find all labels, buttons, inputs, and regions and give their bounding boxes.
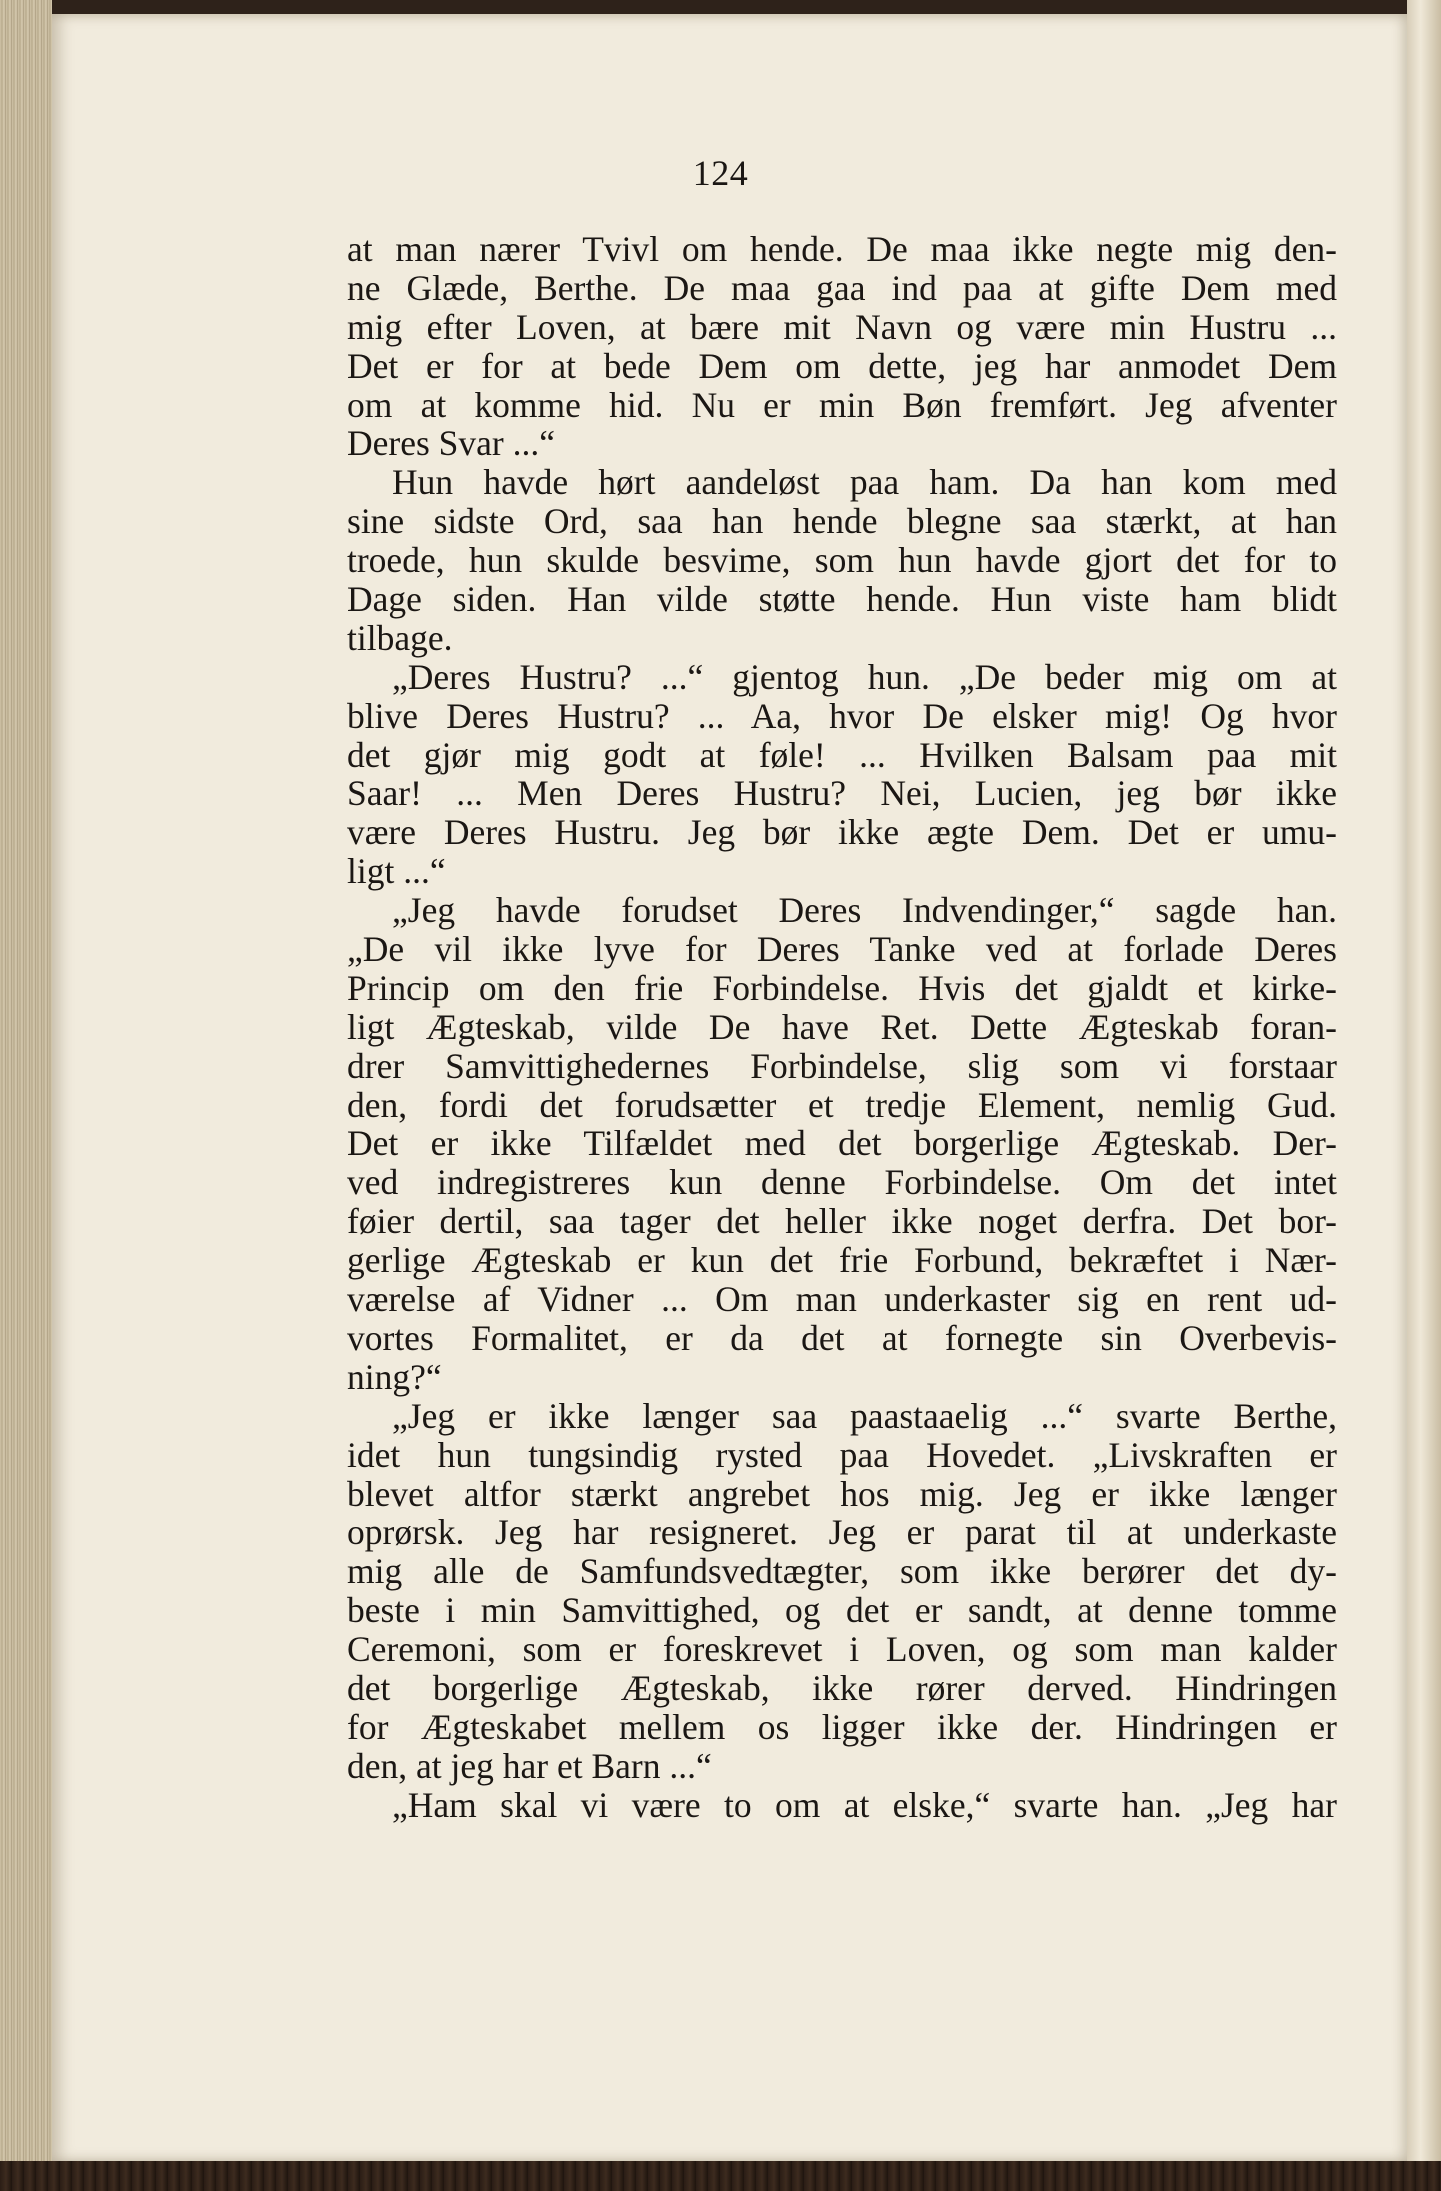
text-line: blevet altfor stærkt angrebet hos mig. Jeg er ikke længer (347, 1473, 1337, 1514)
body-text (347, 230, 1337, 1825)
text-line: for Ægteskabet mellem os ligger ikke der. Hindringen er (347, 1706, 1337, 1747)
text-line: mig alle de Samfundsvedtægter, som ikke berører det dy- (347, 1551, 1337, 1592)
book-cover-edge (0, 2161, 1441, 2191)
text-line: det borgerlige Ægteskab, ikke rører derved. Hindringen (347, 1667, 1337, 1708)
text-line: den, fordi det forudsætter et tredje Element, nemlig Gud. (347, 1084, 1337, 1125)
text-line: blive Deres Hustru? ... Aa, hvor De elsker mig! Og hvor (347, 695, 1337, 736)
text-line: den, at jeg har et Barn ...“ (347, 1745, 712, 1786)
page-number: 124 (692, 153, 749, 193)
page-edge-left (0, 0, 52, 2191)
text-line: Dage siden. Han vilde støtte hende. Hun viste ham blidt (347, 579, 1337, 620)
text-line: det gjør mig godt at føle! ... Hvilken Balsam paa mit (347, 734, 1337, 775)
text-line: „De vil ikke lyve for Deres Tanke ved at forlade Deres (347, 929, 1337, 970)
text-line: værelse af Vidner ... Om man underkaster sig en rent ud- (347, 1279, 1337, 1320)
text-line: tilbage. (347, 617, 453, 658)
text-line: ning?“ (347, 1356, 442, 1397)
text-line: Ceremoni, som er foreskrevet i Loven, og som man kalder (347, 1629, 1337, 1670)
text-line: om at komme hid. Nu er min Bøn fremført. Jeg afventer (347, 384, 1337, 425)
text-line: Det er for at bede Dem om dette, jeg har anmodet Dem (347, 345, 1337, 386)
text-line: „Deres Hustru? ...“ gjentog hun. „De beder mig om at (392, 656, 1337, 697)
text-line: ligt Ægteskab, vilde De have Ret. Dette Ægteskab foran- (347, 1006, 1337, 1047)
text-line: mig efter Loven, at bære mit Navn og være min Hustru ... (347, 306, 1337, 347)
text-line: troede, hun skulde besvime, som hun havde gjort det for to (347, 540, 1337, 581)
text-line: være Deres Hustru. Jeg bør ikke ægte Dem. Det er umu- (347, 812, 1337, 853)
text-line: at man nærer Tvivl om hende. De maa ikke negte mig den- (347, 229, 1337, 269)
text-line: Princip om den frie Forbindelse. Hvis det gjaldt et kirke- (347, 967, 1337, 1008)
text-line: Hun havde hørt aandeløst paa ham. Da han kom med (392, 462, 1337, 503)
text-line: „Jeg havde forudset Deres Indvendinger,“ sagde han. (392, 890, 1337, 931)
text-line: ved indregistreres kun denne Forbindelse. Om det intet (347, 1162, 1337, 1203)
text-line: idet hun tungsindig rysted paa Hovedet. „Livskraften er (347, 1434, 1337, 1475)
text-line: vortes Formalitet, er da det at fornegte sin Overbevis- (347, 1317, 1337, 1358)
text-line: oprørsk. Jeg har resigneret. Jeg er parat til at underkaste (347, 1512, 1337, 1553)
text-line: „Jeg er ikke længer saa paastaaelig ...“ svarte Berthe, (392, 1395, 1337, 1436)
text-line: ligt ...“ (347, 851, 446, 892)
text-line: Det er ikke Tilfældet med det borgerlige Ægteskab. Der- (347, 1123, 1337, 1164)
text-line: „Ham skal vi være to om at elske,“ svarte han. „Jeg har (392, 1784, 1337, 1825)
text-line: føier dertil, saa tager det heller ikke noget derfra. Det bor- (347, 1201, 1337, 1242)
text-line: ne Glæde, Berthe. De maa gaa ind paa at gifte Dem med (347, 267, 1337, 308)
text-line: Deres Svar ...“ (347, 423, 555, 464)
text-line: Saar! ... Men Deres Hustru? Nei, Lucien, jeg bør ikke (347, 773, 1337, 814)
page-edge-right (1407, 0, 1441, 2191)
text-line: sine sidste Ord, saa han hende blegne saa stærkt, at han (347, 501, 1337, 542)
text-line: drer Samvittighedernes Forbindelse, slig som vi forstaar (347, 1045, 1337, 1086)
text-line: beste i min Samvittighed, og det er sandt, at denne tomme (347, 1590, 1337, 1631)
text-line: gerlige Ægteskab er kun det frie Forbund, bekræftet i Nær- (347, 1240, 1337, 1281)
